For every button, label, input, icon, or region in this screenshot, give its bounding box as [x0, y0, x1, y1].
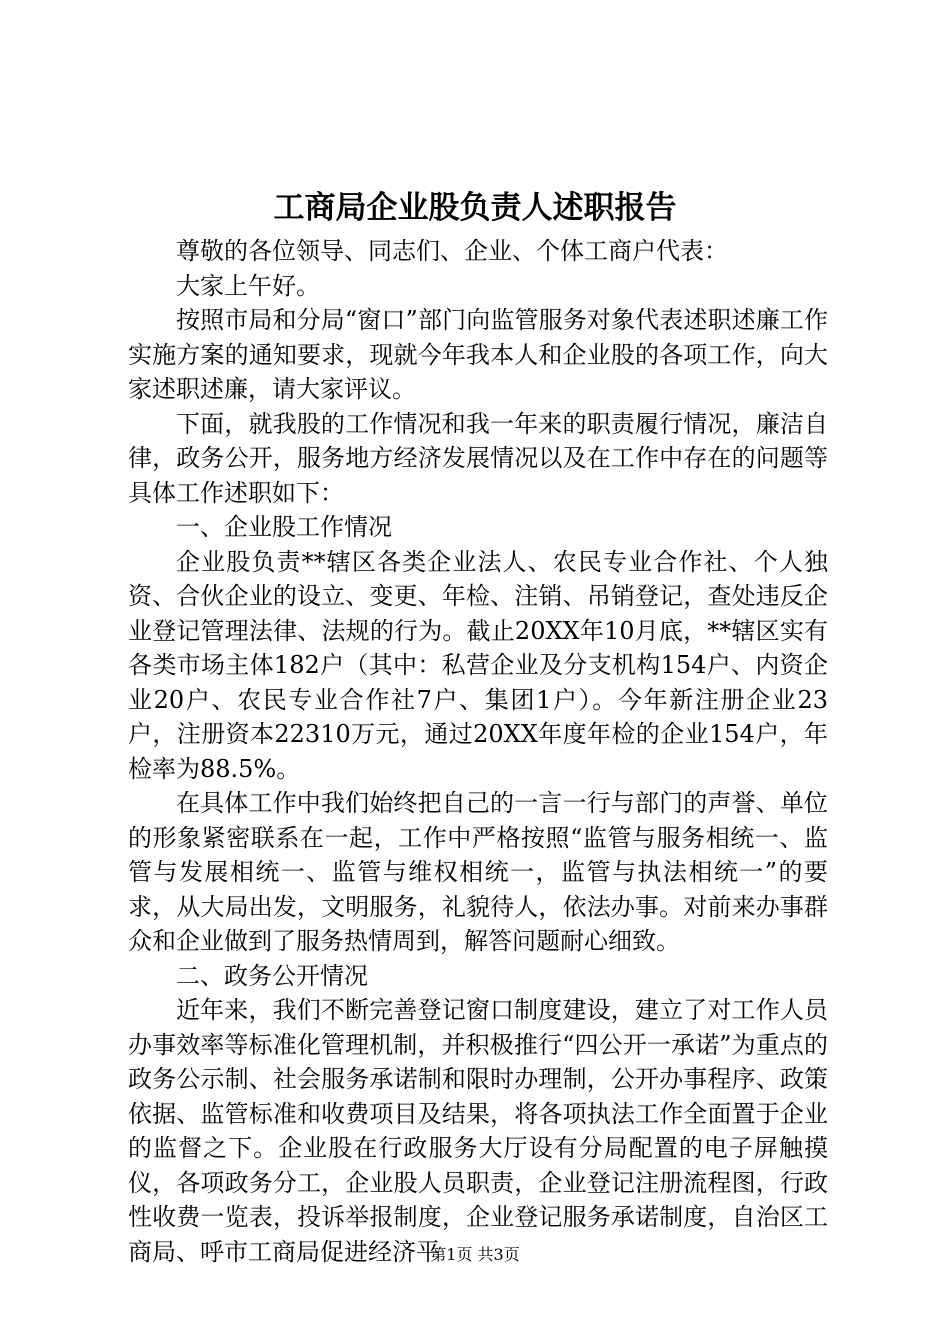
paragraph-section-1-a: 企业股负责**辖区各类企业法人、农民专业合作社、个人独资、合伙企业的设立、变更、年检、注销、吊销登记，查处违反企业登记管理法律、法规的行为。截止20XX年10月底，**辖区实有各类市场主体182户（其中：私营企业及分支机构154户、内资企业20户、农民专业合作社7户、集团1户）。今年新注册企业23户，注册资本22310万元，通过20XX年度年检的企业154户，年检率为88.5%。: [128, 547, 828, 783]
paragraph-section-1-b: 在具体工作中我们始终把自己的一言一行与部门的声誉、单位的形象紧密联系在一起，工作中严格按照“监管与服务相统一、监管与发展相统一、监管与维权相统一，监管与执法相统一”的要求，从大局出发，文明服务，礼貌待人，依法办事。对前来办事群众和企业做到了服务热情周到，解答问题耐心细致。: [128, 789, 828, 955]
paragraph-salutation: 尊敬的各位领导、同志们、企业、个体工商户代表：: [176, 237, 728, 265]
paragraph-greeting: 大家上午好。: [176, 271, 320, 300]
document-body: [128, 234, 828, 1269]
paragraph-overview: 下面，就我股的工作情况和我一年来的职责履行情况，廉洁自律，政务公开，服务地方经济发展情况以及在工作中存在的问题等具体工作述职如下：: [128, 409, 828, 507]
section-heading-2: 二、政务公开情况: [176, 961, 368, 990]
document-title: 工商局企业股负责人述职报告: [273, 190, 677, 226]
section-heading-1: 一、企业股工作情况: [176, 513, 392, 541]
paragraph-section-2-a: 近年来，我们不断完善登记窗口制度建设，建立了对工作人员办事效率等标准化管理机制，并积极推行“四公开一承诺”为重点的政务公示制、社会服务承诺制和限时办理制，公开办事程序、政策依据、监管标准和收费项目及结果，将各项执法工作全面置于企业的监督之下。企业股在行政服务大厅设有分局配置的电子屏触摸仪，各项政务分工，企业股人员职责，企业登记注册流程图，行政性收费一览表，投诉举报制度，企业登记服务承诺制度，自治区工商局、呼市工商局促进经济平: [128, 996, 828, 1266]
paragraph-intro: 按照市局和分局“窗口”部门向监管服务对象代表述职述廉工作实施方案的通知要求，现就今年我本人和企业股的各项工作，向大家述职述廉，请大家评议。: [128, 306, 828, 403]
page-number: 第1页 共3页: [430, 1245, 520, 1264]
